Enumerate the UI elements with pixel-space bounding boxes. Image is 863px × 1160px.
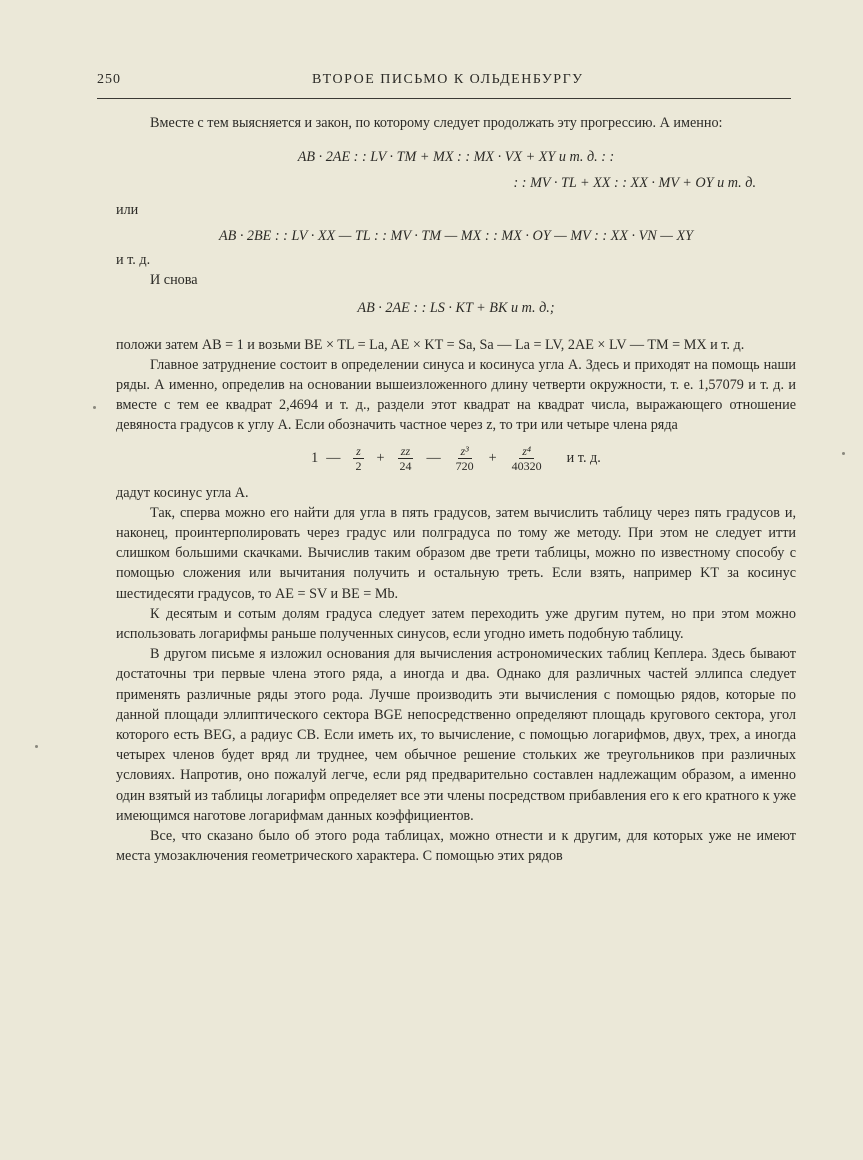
paragraph-5: дадут косинус угла A. [116,484,249,501]
series-term-2 [392,444,418,473]
paragraph-2: И снова [150,272,198,289]
term-3-denominator: 720 [455,458,474,473]
paper-speck [35,745,38,748]
header-rule [97,98,791,99]
term-2-numerator: zz [398,444,413,459]
term-4-denominator: 40320 [511,458,542,473]
term-1-numerator: z [353,444,364,459]
formula-2: : : MV · TL + XX : : XX · MV + OY и т. д. [513,175,756,192]
paragraph-6: Так, сперва можно его найти для угла в пять градусов, затем вычислить таблицу через пять градусов и, наконец, проинтерполировать через градус или полградуса по тому же методу. При этом не следует итти слишком большими скачками. Вычислив таким образом две трети таблицы, можно по известному способу с помощью сложения или вычитания получить и остальную треть. Если взять, например KT за косинус шестидесяти градусов, то AE = SV и BE = Mb. [116,504,796,602]
series-tail: и т. д. [566,450,601,467]
paragraph-9: Все, что сказано было об этого рода таблицах, можно отнести и к другим, для которых уже не имеют места умозаключения геометрического характера. С помощью этих рядов [116,828,796,865]
series-op-1: — [326,450,341,467]
term-3-numerator: z³ [458,444,472,459]
page-header [97,72,787,94]
term-1-denominator: 2 [355,458,362,473]
paper-speck [93,406,96,409]
series-term-3 [449,444,481,473]
formula-4: AB · 2AE : : LS · KT + BK и т. д.; [357,300,555,317]
series-op-4: + [488,450,497,467]
formula-3: AB · 2BE : : LV · XX — TL : : MV · TM — MX : : MX · OY — MV : : XX · VN — XY [218,227,694,244]
page-number: 250 [97,72,121,87]
paper-speck [842,452,845,455]
series-term-1 [348,444,368,473]
series-op-2: + [376,450,385,467]
paragraph-1: Вместе с тем выясняется и закон, по которому следует продолжать эту прогрессию. А именно: [150,115,723,131]
word-ili: или [116,201,139,218]
paragraph-8: В другом письме я изложил основания для вычисления астрономических таблиц Кеплера. Здесь бывают достаточны три первые члена этого ряда, а иногда и два. Однако для различных частей эллипса следует применять различные ряды этого рода. Лучше производить эти вычисления с помощью рядов, которые по данной площади эллиптического сектора BGE непосредственно определяют площадь кругового сектора, угол которого есть BEG, а радиус CB. Если иметь их, то вычисление, с помощью логарифмов, двух, трех, а иногда четырех членов будет вряд ли труднее, чем обычное решение стольких же треугольников при различных условиях. Напротив, оно пожалуй легче, если ряд предварительно составлен надлежащим образом, а именно один взятый из таблицы логарифм определяет все эти члены посредством прибавления его к его кратного к уже имеющимся наготове логарифмам данных коэффициентов. [116,646,796,824]
paragraph-3: положи затем AB = 1 и возьми BE × TL = La, AE × KT = Sa, Sa — La = LV, 2AE × LV — TM = MX и т. д. [116,336,745,353]
series-one: 1 [311,450,319,467]
series-op-3: — [426,450,441,467]
page-body [116,113,796,867]
cosine-series [116,444,796,473]
formula-1: AB · 2AE : : LV · TM + MX : : MX · VX + XY и т. д. : : [297,149,615,166]
running-title: ВТОРОЕ ПИСЬМО К ОЛЬДЕНБУРГУ [312,72,584,87]
series-term-4 [505,444,549,473]
term-2-denominator: 24 [399,458,412,473]
word-itd: и т. д. [116,252,151,269]
term-4-numerator: z⁴ [519,444,534,459]
paragraph-4: Главное затруднение состоит в определении синуса и косинуса угла A. Здесь и приходят на помощь наши ряды. А именно, определив на основании вышеизложенного длину четверти окружности, т. е. 1,57079 и т. д. и вместе с тем ее квадрат 2,4694 и т. д., раздели этот квадрат на квадрат числа, выражающего отношение девяноста градусов к углу A. Если обозначить частное через z, то три или четыре члена ряда [116,356,796,434]
paragraph-7: К десятым и сотым долям градуса следует затем переходить уже другим путем, но при этом можно использовать логарифмы раньше полученных синусов, если угодно иметь подобную таблицу. [116,605,796,643]
